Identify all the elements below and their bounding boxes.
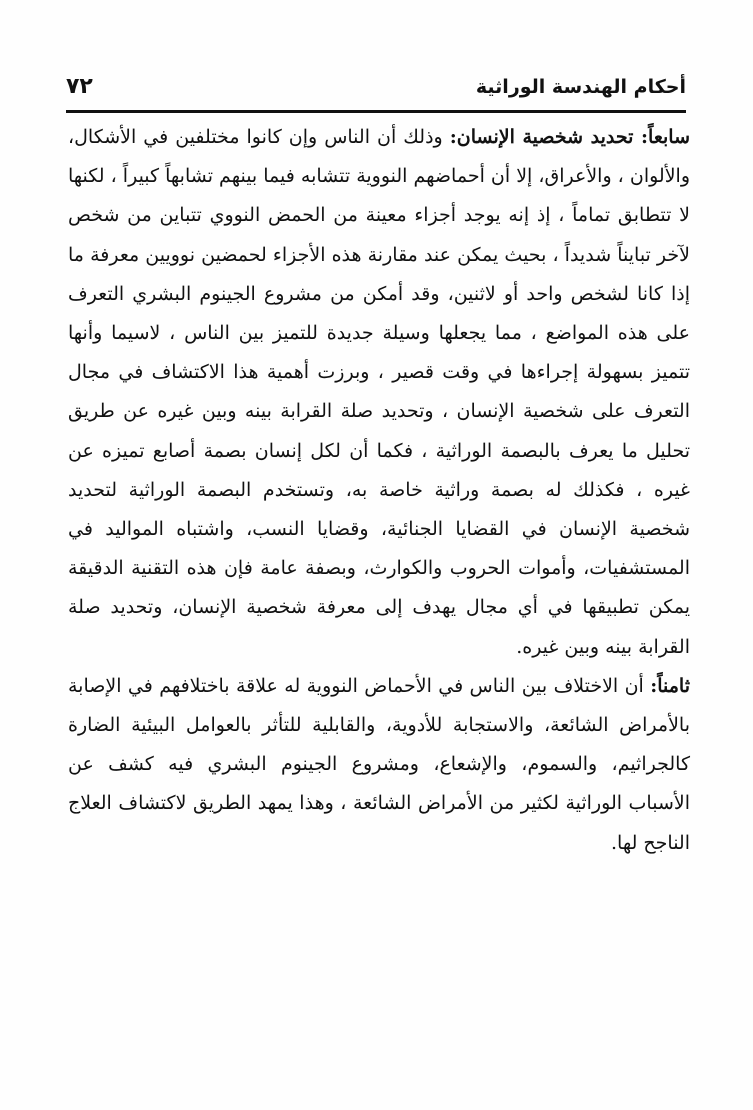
page-header [66,74,686,108]
paragraph-eighth [68,667,690,863]
header-rule [66,110,686,113]
running-title: أحكام الهندسة الوراثية [475,76,686,98]
paragraph-text: وذلك أن الناس وإن كانوا مختلفين في الأشكال، والألوان ، والأعراق، إلا أن أحماضهم النووية تتشابه فيما بينهم تشابهاً كبيراً ، لكنها لا تتطابق تماماً ، إذ إنه يوجد أجزاء معينة من الحمض النووي تتباين من شخص لآخر تبايناً شديداً ، بحيث يمكن عند مقارنة هذه الأجزاء لحمضين نوويين معرفة ما إذا كانا لشخص واحد أو لاثنين، وقد أمكن من مشروع الجينوم البشري التعرف على هذه المواضع ، مما يجعلها وسيلة جديدة للتميز بين الناس ، لاسيما وأنها تتميز بسهولة إجراءها في وقت قصير ، وبرزت أهمية هذا الاكتشاف في مجال التعرف على شخصية الإنسان ، وتحديد صلة القرابة بينه وبين غيره عن طريق تحليل ما يعرف بالبصمة الوراثية ، فكما أن لكل إنسان بصمة أصابع تميزه عن غيره ، فكذلك له بصمة وراثية خاصة به، وتستخدم البصمة الوراثية لتحديد شخصية الإنسان في القضايا الجنائية، وقضايا النسب، واشتباه المواليد في المستشفيات، وأموات الحروب والكوارث، وبصفة عامة فإن هذه التقنية الدقيقة يمكن تطبيقها في أي مجال يهدف إلى معرفة شخصية الإنسان، وتحديد صلة القرابة بينه وبين غيره. [68,126,690,658]
page-number: ٧٢ [66,74,93,99]
paragraph-seventh [68,118,690,667]
paragraph-heading: ثامناً: [650,674,690,697]
paragraph-heading: سابعاً: تحديد شخصية الإنسان: [449,126,690,148]
page-body [68,118,690,863]
paragraph-text: أن الاختلاف بين الناس في الأحماض النووية له علاقة باختلافهم في الإصابة بالأمراض الشائعة، والاستجابة للأدوية، والقابلية للتأثر بالعوامل البيئية الضارة كالجراثيم، والسموم، والإشعاع، ومشروع الجينوم البشري فيه كشف عن الأسباب الوراثية لكثير من الأمراض الشائعة ، وهذا يمهد الطريق لاكتشاف العلاج الناجح لها. [68,674,690,854]
